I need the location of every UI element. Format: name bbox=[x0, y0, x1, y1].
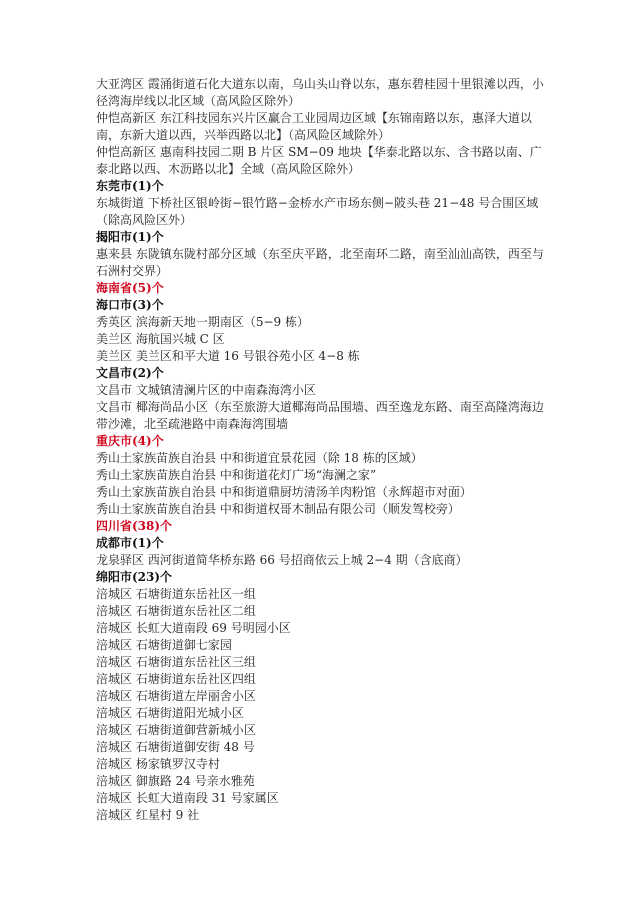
city-heading: 绵阳市(23)个 bbox=[96, 570, 173, 584]
area-entry: 涪城区 石塘街道东岳社区一组 bbox=[96, 587, 256, 601]
city-heading: 海口市(3)个 bbox=[96, 298, 164, 312]
area-entry: 涪城区 御旗路 24 号亲水雅苑 bbox=[96, 774, 255, 788]
document-body bbox=[96, 76, 548, 824]
city-heading: 成都市(1)个 bbox=[96, 536, 164, 550]
province-heading: 四川省(38)个 bbox=[96, 519, 173, 533]
area-entry: 秀山土家族苗族自治县 中和街道花灯广场“海澜之家” bbox=[96, 468, 377, 482]
area-entry: 涪城区 石塘街道御营新城小区 bbox=[96, 723, 256, 737]
province-heading: 重庆市(4)个 bbox=[96, 434, 164, 448]
area-entry: 涪城区 杨家镇罗汉寺村 bbox=[96, 757, 220, 771]
area-entry: 涪城区 长虹大道南段 31 号家属区 bbox=[96, 791, 279, 805]
area-entry: 龙泉驿区 西河街道简华桥东路 66 号招商依云上城 2−4 期（含底商） bbox=[96, 553, 468, 567]
area-entry: 文昌市 文城镇清澜片区的中南森海湾小区 bbox=[96, 383, 316, 397]
area-entry: 涪城区 石塘街道左岸丽舍小区 bbox=[96, 689, 256, 703]
area-entry: 秀英区 滨海新天地一期南区（5−9 栋） bbox=[96, 315, 309, 329]
area-entry: 涪城区 石塘街道阳光城小区 bbox=[96, 706, 244, 720]
area-entry: 仲恺高新区 惠南科技园二期 B 片区 SM−09 地块【华泰北路以东、含书路以南、广泰北路以西、木沥路以北】全域（高风险区除外） bbox=[96, 145, 542, 176]
area-entry: 秀山土家族苗族自治县 中和街道宜景花园（除 18 栋的区域） bbox=[96, 451, 423, 465]
city-heading: 文昌市(2)个 bbox=[96, 366, 164, 380]
area-entry: 涪城区 石塘街道御七家园 bbox=[96, 638, 232, 652]
area-entry: 美兰区 海航国兴城 C 区 bbox=[96, 332, 225, 346]
area-entry: 东城街道 下桥社区银岭街−银竹路−金桥水产市场东侧−陂头巷 21−48 号合围区域（除高风险区外） bbox=[96, 196, 539, 227]
area-entry: 大亚湾区 霞涌街道石化大道东以南，乌山头山脊以东，惠东碧桂园十里银滩以西，小径湾海岸线以北区域（高风险区除外） bbox=[96, 77, 544, 108]
city-heading: 揭阳市(1)个 bbox=[96, 230, 164, 244]
area-entry: 仲恺高新区 东江科技园东兴片区赢合工业园周边区域【东锦南路以东，惠泽大道以南，东新大道以西，兴举西路以北】（高风险区域除外） bbox=[96, 111, 532, 142]
area-entry: 秀山土家族苗族自治县 中和街道权哥木制品有限公司（顺发驾校旁） bbox=[96, 502, 460, 516]
area-entry: 涪城区 石塘街道东岳社区四组 bbox=[96, 672, 256, 686]
area-entry: 文昌市 椰海尚品小区（东至旅游大道椰海尚品围墙、西至逸龙东路、南至高隆湾海边带沙滩，北至疏港路中南森海湾围墙 bbox=[96, 400, 544, 431]
area-entry: 涪城区 石塘街道御安街 48 号 bbox=[96, 740, 255, 754]
area-entry: 惠来县 东陇镇东陇村部分区域（东至庆平路，北至南环二路，南至汕汕高铁，西至与石洲村交界） bbox=[96, 247, 544, 278]
area-entry: 美兰区 美兰区和平大道 16 号银谷苑小区 4−8 栋 bbox=[96, 349, 360, 363]
area-entry: 涪城区 红星村 9 社 bbox=[96, 808, 200, 822]
area-entry: 涪城区 石塘街道东岳社区二组 bbox=[96, 604, 256, 618]
area-entry: 秀山土家族苗族自治县 中和街道鼎厨坊清汤羊肉粉馆（永辉超市对面） bbox=[96, 485, 472, 499]
area-entry: 涪城区 长虹大道南段 69 号明园小区 bbox=[96, 621, 291, 635]
area-entry: 涪城区 石塘街道东岳社区三组 bbox=[96, 655, 256, 669]
city-heading: 东莞市(1)个 bbox=[96, 179, 164, 193]
province-heading: 海南省(5)个 bbox=[96, 281, 164, 295]
